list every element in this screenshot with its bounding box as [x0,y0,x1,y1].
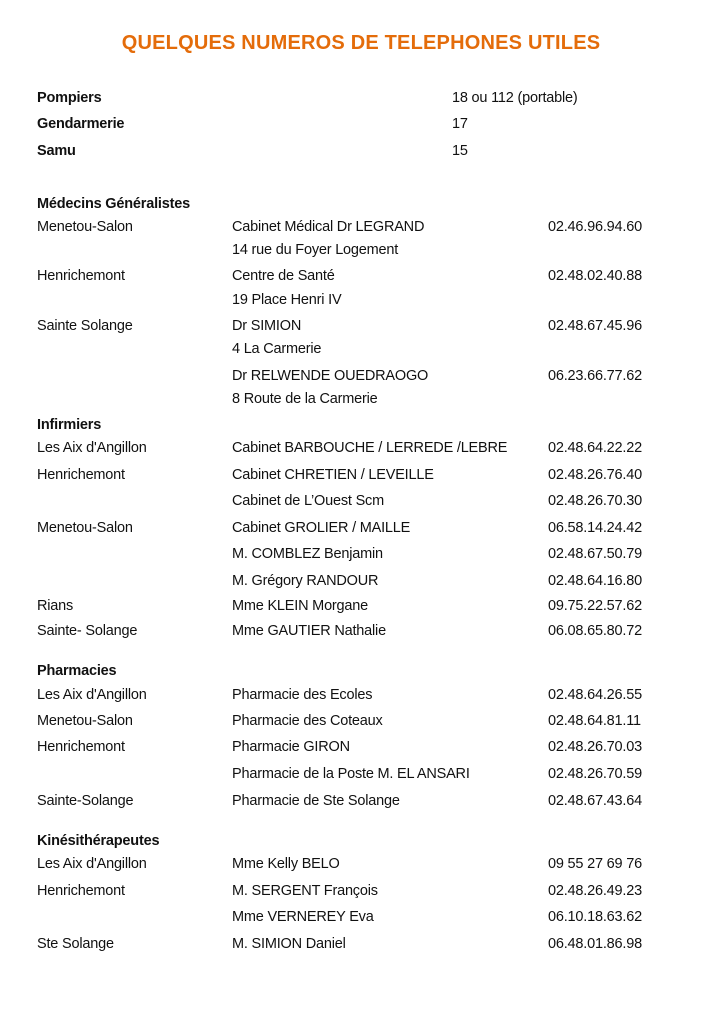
contact-name: Mme GAUTIER Nathalie [232,623,386,639]
contact-phone: 06.48.01.86.98 [548,936,642,952]
contact-phone: 02.48.64.26.55 [548,687,642,703]
contact-city: Ste Solange [37,936,114,952]
contact-name: Cabinet CHRETIEN / LEVEILLE [232,467,434,483]
contact-phone: 06.10.18.63.62 [548,909,642,925]
contact-city: Les Aix d'Angillon [37,856,147,872]
contact-name: Pharmacie des Ecoles [232,687,373,703]
contact-phone: 02.48.64.81.11 [548,713,641,729]
contact-city: Sainte- Solange [37,623,138,639]
contact-address: 8 Route de la Carmerie [232,391,378,407]
contact-phone: 02.46.96.94.60 [548,219,642,235]
contact-phone: 06.23.66.77.62 [548,368,642,384]
contact-city: Menetou-Salon [37,520,133,536]
contact-name: Centre de Santé [232,268,335,284]
contact-city: Les Aix d'Angillon [37,440,147,456]
contact-city: Sainte-Solange [37,793,134,809]
section-heading: Médecins Généralistes [37,196,190,212]
contact-phone: 02.48.26.49.23 [548,883,642,899]
contact-city: Sainte Solange [37,318,133,334]
contact-phone: 02.48.26.70.59 [548,766,642,782]
contact-phone: 02.48.02.40.88 [548,268,642,284]
contact-city: Henrichemont [37,883,125,899]
contact-city: Henrichemont [37,467,125,483]
contact-phone: 02.48.26.70.30 [548,493,642,509]
contact-city: Henrichemont [37,739,125,755]
emergency-number: 18 ou 112 (portable) [452,90,578,106]
contact-name: Pharmacie de Ste Solange [232,793,400,809]
page-title: QUELQUES NUMEROS DE TELEPHONES UTILES [121,32,601,54]
section-heading: Infirmiers [37,417,102,433]
contact-phone: 02.48.26.76.40 [548,467,642,483]
contact-phone: 02.48.64.16.80 [548,573,642,589]
contact-name: Cabinet Médical Dr LEGRAND [232,219,425,235]
contact-name: Dr SIMION [232,318,302,334]
contact-name: Mme VERNEREY Eva [232,909,374,925]
contact-address: 14 rue du Foyer Logement [232,242,399,258]
contact-phone: 02.48.67.45.96 [548,318,642,334]
emergency-service-label: Samu [37,143,76,159]
contact-name: Pharmacie GIRON [232,739,350,755]
section-heading: Kinésithérapeutes [37,833,160,849]
contact-phone: 09.75.22.57.62 [548,598,642,614]
contact-name: Mme KLEIN Morgane [232,598,369,614]
contact-name: M. COMBLEZ Benjamin [232,546,383,562]
contact-phone: 02.48.26.70.03 [548,739,642,755]
contact-name: Pharmacie de la Poste M. EL ANSARI [232,766,470,782]
emergency-number: 15 [452,143,468,159]
contact-phone: 09 55 27 69 76 [548,856,642,872]
emergency-service-label: Gendarmerie [37,116,125,132]
contact-city: Henrichemont [37,268,125,284]
contact-phone: 06.58.14.24.42 [548,520,642,536]
contact-name: Dr RELWENDE OUEDRAOGO [232,368,429,384]
contact-address: 4 La Carmerie [232,341,322,357]
contact-phone: 06.08.65.80.72 [548,623,642,639]
contact-city: Menetou-Salon [37,713,133,729]
contact-name: M. SERGENT François [232,883,378,899]
contact-city: Menetou-Salon [37,219,133,235]
contact-phone: 02.48.67.50.79 [548,546,642,562]
contact-name: M. Grégory RANDOUR [232,573,379,589]
emergency-service-label: Pompiers [37,90,102,106]
contact-city: Les Aix d'Angillon [37,687,147,703]
section-heading: Pharmacies [37,663,117,679]
contact-name: Cabinet GROLIER / MAILLE [232,520,411,536]
emergency-number: 17 [452,116,468,132]
contact-address: 19 Place Henri IV [232,292,342,308]
contact-phone: 02.48.67.43.64 [548,793,642,809]
contact-phone: 02.48.64.22.22 [548,440,642,456]
contact-name: Pharmacie des Coteaux [232,713,383,729]
contact-name: Cabinet BARBOUCHE / LERREDE /LEBRE [232,440,508,456]
contact-name: Mme Kelly BELO [232,856,340,872]
contact-city: Rians [37,598,74,614]
contact-name: Cabinet de L’Ouest Scm [232,493,384,509]
contact-name: M. SIMION Daniel [232,936,346,952]
